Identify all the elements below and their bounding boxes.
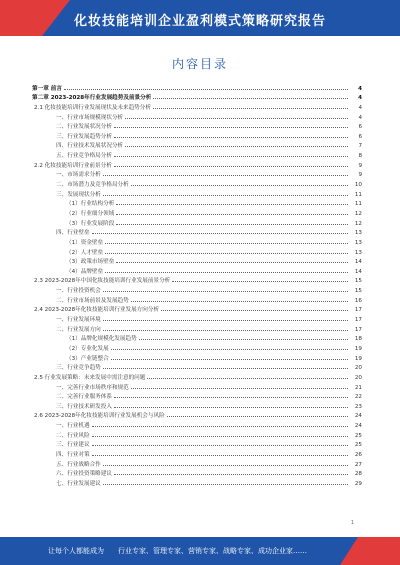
toc-entry[interactable]	[32, 439, 362, 449]
toc-leader-dots	[114, 474, 348, 475]
toc-entry-label: 六、行业投资策略建议	[56, 471, 112, 478]
toc-entry-label: 二、行业风险	[56, 432, 90, 439]
toc-entry-label: （3）产业链整合	[66, 355, 109, 362]
toc-entry[interactable]	[32, 333, 362, 343]
toc-entry-page: 15	[354, 288, 362, 295]
toc-entry-label: 第二章 2023-2028年行业发展趋势及前景分析	[32, 95, 152, 102]
toc-leader-dots	[92, 455, 348, 456]
toc-entry-page: 27	[354, 461, 362, 468]
toc-entry[interactable]	[32, 284, 362, 294]
toc-entry[interactable]	[32, 92, 362, 102]
toc-entry[interactable]	[32, 82, 362, 92]
toc-entry[interactable]	[32, 410, 362, 420]
toc-entry[interactable]	[32, 236, 362, 246]
footer-tagline: 行业专家、管理专家、营销专家、战略专家、成功企业家……	[118, 547, 307, 555]
toc-leader-dots	[131, 185, 348, 186]
toc-entry-page: 17	[354, 307, 362, 314]
toc-entry[interactable]	[32, 419, 362, 429]
toc-entry-page: 14	[354, 259, 362, 266]
toc-leader-dots	[114, 156, 348, 157]
toc-entry[interactable]	[32, 371, 362, 381]
toc-entry-label: 四、行业对策	[56, 451, 90, 458]
report-title: 化妆技能培训企业盈利模式策略研究报告	[73, 14, 326, 29]
toc-entry-page: 25	[354, 442, 362, 449]
toc-entry-page: 9	[358, 172, 362, 179]
toc-leader-dots	[105, 243, 348, 244]
toc-leader-dots	[103, 320, 348, 321]
toc-leader-dots	[131, 388, 348, 389]
toc-entry-label: 2.4 2023-2028年化妆技能培训行业发展方向分析	[34, 307, 160, 314]
toc-leader-dots	[92, 426, 348, 427]
toc-entry[interactable]	[32, 265, 362, 275]
toc-leader-dots	[103, 195, 348, 196]
toc-entry[interactable]	[32, 227, 362, 237]
toc-leader-dots	[92, 233, 348, 234]
toc-entry[interactable]	[32, 217, 362, 227]
toc-entry-page: 21	[354, 384, 362, 391]
footer-slogan: 让每个人都能成为	[48, 547, 104, 555]
toc-entry-page: 20	[354, 374, 362, 381]
toc-entry-label: 二、市场潜力及竞争格局分析	[56, 182, 129, 189]
toc-leader-dots	[105, 253, 348, 254]
toc-entry-page: 17	[354, 326, 362, 333]
toc-leader-dots	[103, 330, 348, 331]
toc-entry[interactable]	[32, 169, 362, 179]
toc-leader-dots	[114, 397, 348, 398]
toc-leader-dots	[161, 310, 348, 311]
toc-entry-label: 2.5 行业发展策略：未来发展中需注意的问题	[34, 374, 146, 381]
toc-entry-page: 28	[354, 471, 362, 478]
toc-entry[interactable]	[32, 188, 362, 198]
toc-title: 内容目录	[171, 57, 228, 71]
toc-entry-label: 一、行业机遇	[56, 423, 90, 430]
toc-entry-page: 25	[354, 432, 362, 439]
toc-entry-label: （2）专业化发展	[66, 345, 109, 352]
toc-leader-dots	[116, 204, 348, 205]
toc-entry-label: 一、行业发展环境	[56, 317, 101, 324]
toc-entry[interactable]	[32, 294, 362, 304]
toc-leader-dots	[103, 484, 348, 485]
toc-entry-label: 第一章 前言	[32, 85, 62, 92]
toc-entry-label: 七、行业发展建议	[56, 480, 101, 487]
toc-entry[interactable]	[32, 313, 362, 323]
toc-entry-label: 二、完善行业服务体系	[56, 394, 112, 401]
toc-entry[interactable]	[32, 362, 362, 372]
toc-leader-dots	[92, 436, 348, 437]
toc-entry-page: 29	[354, 480, 362, 487]
toc-leader-dots	[147, 378, 348, 379]
toc-entry[interactable]	[32, 468, 362, 478]
toc-entry[interactable]	[32, 342, 362, 352]
toc-entry-label: 一、完善行业市场秩序和规范	[56, 384, 129, 391]
toc-entry-label: 四、行业技术发展状况分析	[56, 143, 124, 150]
toc-entry[interactable]	[32, 101, 362, 111]
toc-entry-label: （3）政策市场壁垒	[66, 259, 115, 266]
toc-leader-dots	[111, 359, 348, 360]
toc-entry[interactable]	[32, 178, 362, 188]
toc-entry-page: 13	[354, 239, 362, 246]
toc-entry-page: 16	[354, 297, 362, 304]
toc-leader-dots	[103, 465, 348, 466]
toc-entry[interactable]	[32, 477, 362, 487]
toc-entry-page: 12	[354, 220, 362, 227]
toc-entry-page: 12	[354, 210, 362, 217]
toc-entry[interactable]	[32, 198, 362, 208]
toc-entry[interactable]	[32, 381, 362, 391]
toc-entry-label: 2.2 化妆技能培训行业前景分析	[34, 162, 112, 169]
toc-entry-label: 二、行业发展方向	[56, 326, 101, 333]
toc-leader-dots	[105, 272, 348, 273]
page-number: 1	[350, 520, 354, 526]
toc-entry-label: 2.3 2023-2028年中国化妆技能培训行业发展前景分析	[34, 278, 171, 285]
toc-entry-page: 18	[354, 336, 362, 343]
toc-entry-label: 二、行业发展状况分析	[56, 124, 112, 131]
toc-entry[interactable]	[32, 323, 362, 333]
toc-entry[interactable]	[32, 458, 362, 468]
toc-leader-dots	[114, 137, 348, 138]
toc-entry-page: 11	[354, 191, 362, 198]
toc-leader-dots	[116, 262, 348, 263]
toc-entry[interactable]	[32, 391, 362, 401]
toc-entry-label: （1）品牌化规模化发展趋势	[66, 336, 137, 343]
toc-entry[interactable]	[32, 149, 362, 159]
toc-entry-label: （1）行业结构分析	[66, 201, 115, 208]
toc-entry-page: 20	[354, 365, 362, 372]
toc-entry[interactable]	[32, 352, 362, 362]
toc-entry-label: （2）人才壁垒	[66, 249, 104, 256]
toc-entry-label: 三、行业建议	[56, 442, 90, 449]
toc-entry[interactable]	[32, 111, 362, 121]
toc-entry-label: 一、市场需求分析	[56, 172, 101, 179]
toc-entry[interactable]	[32, 448, 362, 458]
toc-leader-dots	[172, 281, 348, 282]
toc-leader-dots	[111, 349, 348, 350]
toc-entry[interactable]	[32, 121, 362, 131]
toc-entry-label: 五、行业战略合作	[56, 461, 101, 468]
toc-entry-page: 15	[354, 278, 362, 285]
toc-entry-page: 13	[354, 249, 362, 256]
toc-entry[interactable]	[32, 400, 362, 410]
toc-entry-page: 6	[358, 124, 362, 131]
page-footer	[0, 537, 400, 565]
toc-entry-label: 四、行业壁垒	[56, 230, 90, 237]
toc-entry-page: 23	[354, 403, 362, 410]
toc-entry-page: 4	[358, 104, 362, 111]
toc-entry-page: 8	[358, 153, 362, 160]
toc-leader-dots	[139, 339, 348, 340]
toc-leader-dots	[116, 224, 348, 225]
toc-entry-label: 2.6 2023-2028年化妆技能培训行业发展机会与风险	[34, 413, 165, 420]
toc-entry-page: 4	[358, 114, 362, 121]
toc-entry-page: 7	[358, 143, 362, 150]
toc-entry-page: 22	[354, 394, 362, 401]
toc-leader-dots	[103, 368, 348, 369]
toc-entry-label: 三、发展现状分析	[56, 191, 101, 198]
toc-entry-page: 10	[354, 182, 362, 189]
toc-entry-label: 一、行业市场规模现状分析	[56, 114, 124, 121]
toc-entry-page: 17	[354, 317, 362, 324]
toc-entry-label: 二、行业市场前景及发展趋势	[56, 297, 129, 304]
toc-leader-dots	[153, 98, 348, 99]
toc-leader-dots	[114, 407, 348, 408]
toc-leader-dots	[116, 214, 348, 215]
toc-entry-page: 19	[354, 355, 362, 362]
toc-entry-page: 24	[354, 413, 362, 420]
toc-entry-page: 6	[358, 133, 362, 140]
toc-entry-label: （2）行业细分领域	[66, 210, 115, 217]
toc-leader-dots	[114, 127, 348, 128]
toc-entry-label: 三、行业技术研发投入	[56, 403, 112, 410]
toc-entry[interactable]	[32, 207, 362, 217]
toc-leader-dots	[125, 118, 348, 119]
toc-entry-label: （4）品牌壁垒	[66, 268, 104, 275]
toc-entry-label: 2.1 化妆技能培训行业发展现状及未来趋势分析	[34, 104, 151, 111]
toc-entry-label: 三、行业发展趋势分析	[56, 133, 112, 140]
toc-entry[interactable]	[32, 159, 362, 169]
toc-entry-label: 五、行业竞争格局分析	[56, 153, 112, 160]
toc-leader-dots	[167, 416, 348, 417]
toc-entry-page: 14	[354, 268, 362, 275]
toc-entry[interactable]	[32, 256, 362, 266]
toc-leader-dots	[103, 175, 348, 176]
toc-entry-page: 19	[354, 345, 362, 352]
toc-entry-page: 9	[358, 162, 362, 169]
toc-entry[interactable]	[32, 246, 362, 256]
toc-entry[interactable]	[32, 429, 362, 439]
table-of-contents	[32, 82, 362, 487]
toc-leader-dots	[114, 166, 348, 167]
toc-entry-label: （3）行业发展阶段	[66, 220, 115, 227]
toc-entry-page: 13	[354, 230, 362, 237]
toc-entry-page: 26	[354, 451, 362, 458]
toc-entry-label: 三、行业竞争趋势	[56, 365, 101, 372]
toc-entry-page: 24	[354, 423, 362, 430]
toc-leader-dots	[92, 445, 348, 446]
toc-entry-label: 一、行业投资机会	[56, 288, 101, 295]
toc-entry-page: 4	[358, 85, 362, 92]
toc-entry[interactable]	[32, 140, 362, 150]
toc-leader-dots	[103, 291, 348, 292]
toc-entry-page: 11	[354, 201, 362, 208]
toc-leader-dots	[153, 108, 348, 109]
toc-entry-label: （1）资金壁垒	[66, 239, 104, 246]
page-header	[0, 0, 400, 36]
toc-entry[interactable]	[32, 275, 362, 285]
toc-leader-dots	[125, 146, 348, 147]
toc-leader-dots	[64, 89, 348, 90]
footer-accent-shape	[340, 537, 400, 565]
toc-entry[interactable]	[32, 304, 362, 314]
toc-entry[interactable]	[32, 130, 362, 140]
toc-entry-page: 4	[358, 95, 362, 102]
toc-leader-dots	[131, 301, 348, 302]
